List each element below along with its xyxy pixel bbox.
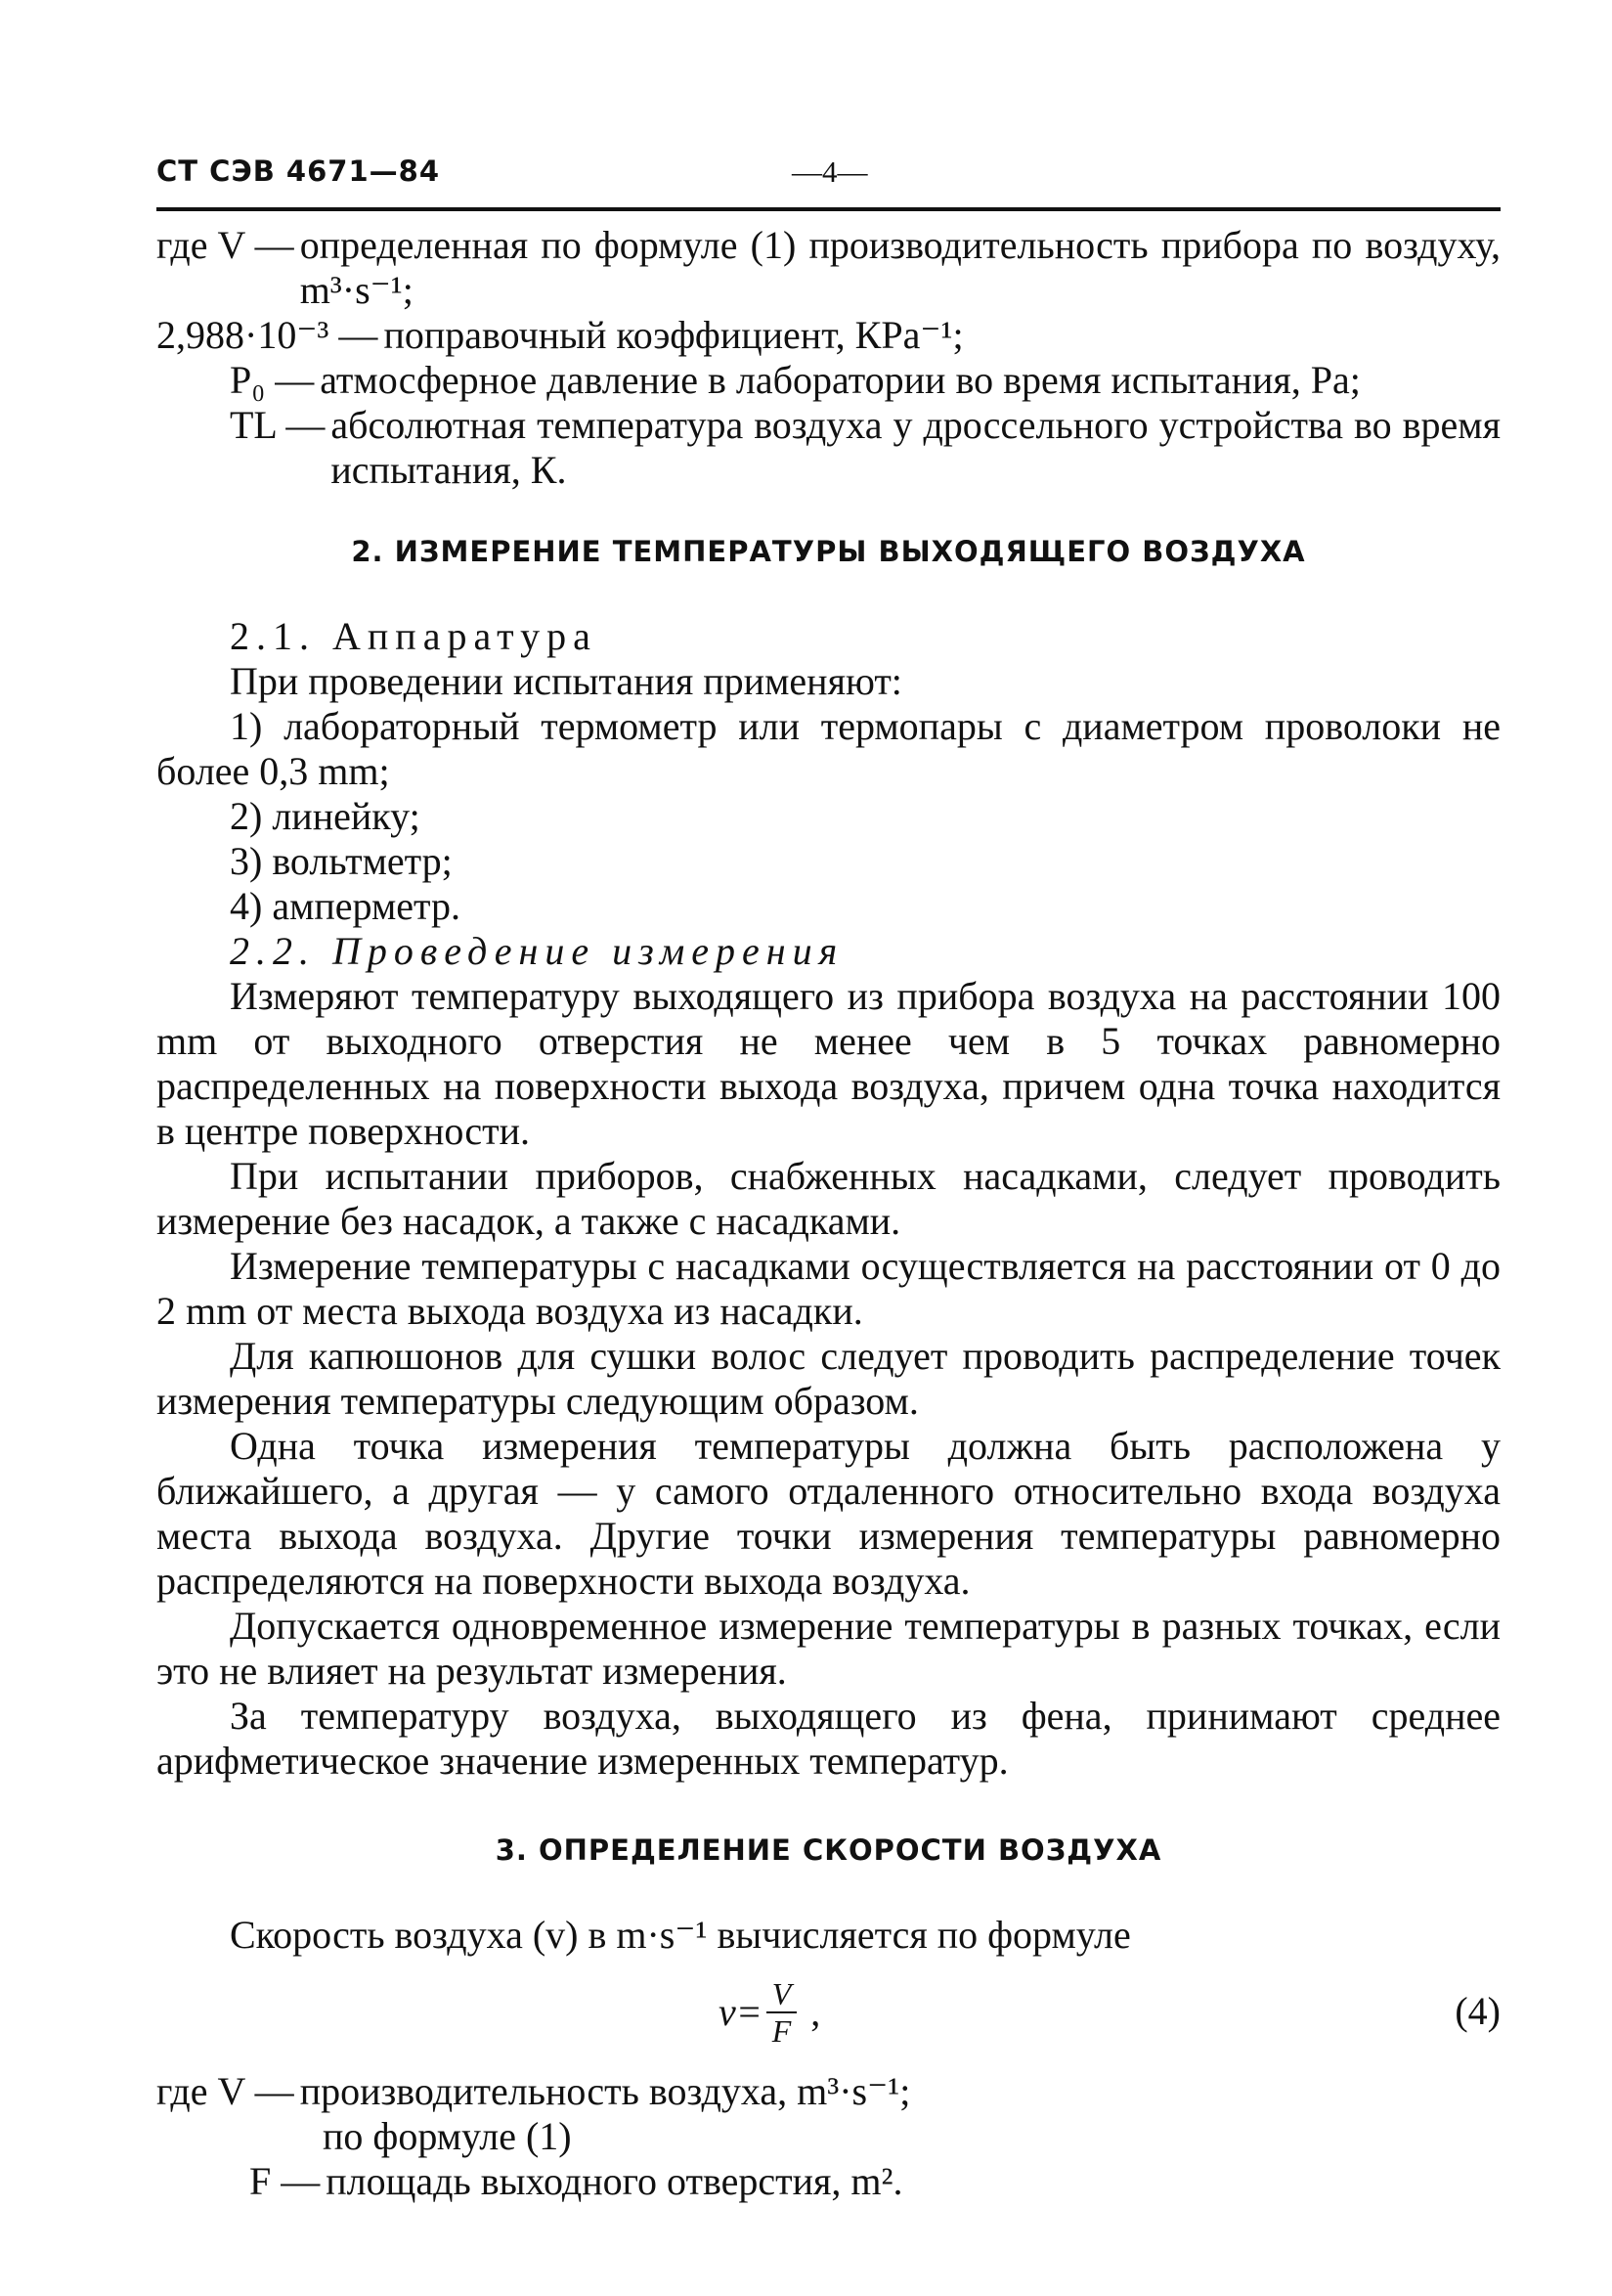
definition-text: абсолютная температура воздуха у дроссельного устройства во время испытания, К. xyxy=(330,403,1501,492)
definitions-block-1 xyxy=(156,223,1501,493)
apparatus-item: 1) лабораторный термометр или термопары с диаметром проволоки не более 0,3 mm; xyxy=(156,704,1501,793)
definition-term: 2,988·10⁻³ — xyxy=(156,313,378,357)
paragraph: Допускается одновременное измерение температуры в разных точках, если это не влияет на результат измерения. xyxy=(156,1604,1501,1693)
definition-term: где V — xyxy=(156,2069,294,2113)
paragraph: Одна точка измерения температуры должна быть расположена у ближайшего, а другая — у самого отдаленного относительно входа воздуха места выхода воздуха. Другие точки измерения температуры равномерно распределяются на поверхности выхода воздуха. xyxy=(156,1424,1501,1603)
formula-numerator: V xyxy=(766,1976,798,2013)
paragraph: За температуру воздуха, выходящего из фена, принимают среднее арифметическое значение измеренных температур. xyxy=(156,1694,1501,1783)
definition-text: поправочный коэффициент, КPa⁻¹; xyxy=(383,313,964,357)
definition-v xyxy=(156,223,1501,313)
page-body xyxy=(156,223,1501,2204)
document-code: СТ СЭВ 4671—84 xyxy=(156,155,440,188)
definitions-block-2 xyxy=(156,2069,1501,2204)
definition-text: определенная по формуле (1) производительность прибора по воздуху, m³·s⁻¹; xyxy=(299,223,1501,312)
definition-text: производительность воздуха, m³·s⁻¹; xyxy=(299,2069,911,2113)
definition-term: где V — xyxy=(156,223,294,267)
subsection-2-1-heading: 2.1. Аппаратура xyxy=(230,614,597,658)
definition-term: TL — xyxy=(230,403,326,447)
apparatus-intro: При проведении испытания применяют: xyxy=(230,659,902,703)
formula-expression xyxy=(719,1964,820,2061)
page-number: —4— xyxy=(792,155,868,189)
formula-fraction xyxy=(766,1976,798,2049)
definition-continuation: по формуле (1) xyxy=(323,2114,572,2158)
page-header xyxy=(156,155,1501,194)
definition-term: P₀ — xyxy=(230,358,315,402)
paragraph: Для капюшонов для сушки волос следует проводить распределение точек измерения температуры следующим образом. xyxy=(156,1334,1501,1423)
apparatus-item: 4) амперметр. xyxy=(230,884,460,928)
apparatus-item: 2) линейку; xyxy=(230,794,420,838)
paragraph: При испытании приборов, снабженных насадками, следует проводить измерение без насадок, а также с насадками. xyxy=(156,1154,1501,1243)
definition-v xyxy=(156,2069,1501,2114)
header-rule xyxy=(156,207,1501,211)
subsection-2-2-heading: 2.2. Проведение измерения xyxy=(230,929,845,973)
definition-coefficient xyxy=(156,313,1501,358)
formula-lhs: v= xyxy=(719,1990,762,2034)
formula-tail: , xyxy=(810,1990,821,2034)
velocity-intro: Скорость воздуха (v) в m·s⁻¹ вычисляется по формуле xyxy=(230,1913,1131,1957)
section-3-title: 3. ОПРЕДЕЛЕНИЕ СКОРОСТИ ВОЗДУХА xyxy=(495,1833,1162,1867)
definition-tl xyxy=(156,403,1501,493)
paragraph: Измеряют температуру выходящего из прибора воздуха на расстоянии 100 mm от выходного отверстия не менее чем в 5 точках равномерно распределенных на поверхности выхода воздуха, причем одна точка находится в центре поверхности. xyxy=(156,974,1501,1153)
definition-f xyxy=(156,2159,1501,2204)
section-2-title: 2. ИЗМЕРЕНИЕ ТЕМПЕРАТУРЫ ВЫХОДЯЩЕГО ВОЗДУХА xyxy=(351,535,1306,568)
apparatus-item: 3) вольтметр; xyxy=(230,839,453,883)
definition-p0 xyxy=(156,358,1501,403)
formula-denominator: F xyxy=(771,2013,792,2049)
formula-4 xyxy=(156,1964,1501,2061)
equation-number: (4) xyxy=(1455,1989,1501,2033)
definition-text: площадь выходного отверстия, m². xyxy=(326,2159,903,2203)
paragraph: Измерение температуры с насадками осуществляется на расстоянии от 0 до 2 mm от места выхода воздуха из насадки. xyxy=(156,1244,1501,1333)
definition-term: F — xyxy=(249,2159,321,2203)
definition-text: атмосферное давление в лаборатории во время испытания, Pa; xyxy=(320,358,1361,402)
